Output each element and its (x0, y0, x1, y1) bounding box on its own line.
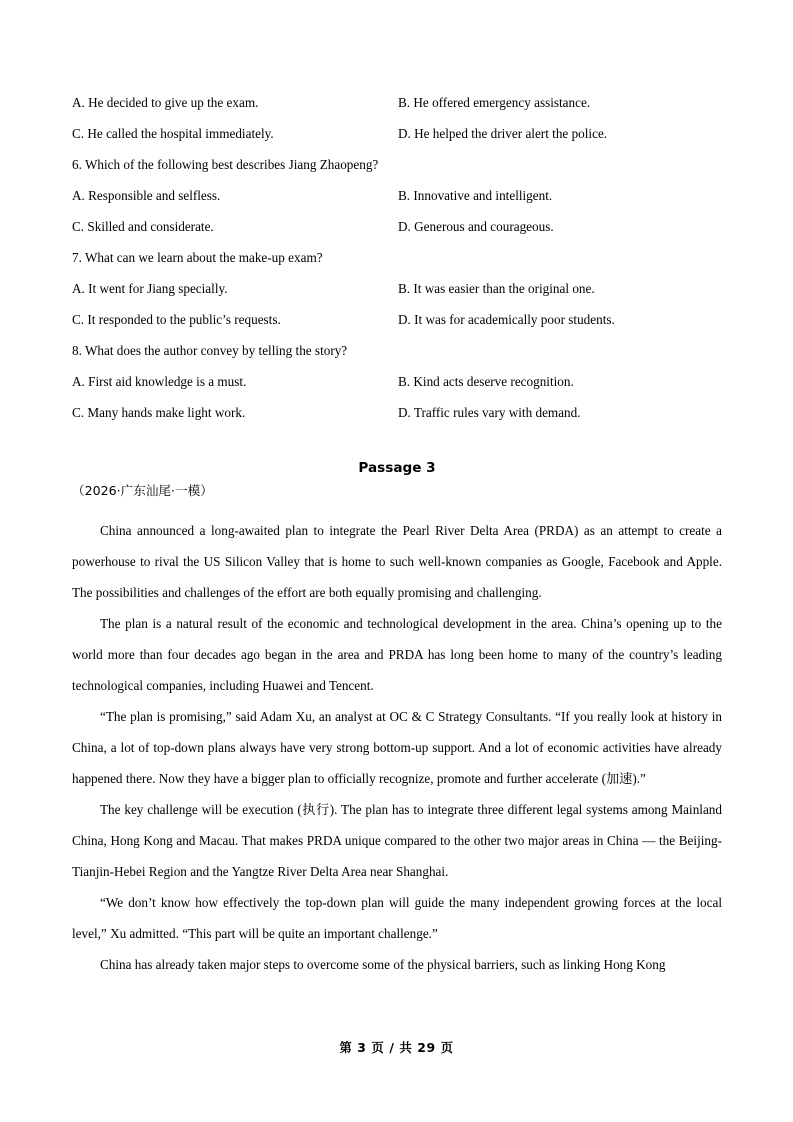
option-c[interactable] (72, 313, 398, 326)
option-row (72, 313, 722, 344)
question-block (72, 96, 722, 158)
option-label: A. (72, 188, 85, 203)
option-row (72, 127, 722, 158)
option-text: He decided to give up the exam. (88, 95, 259, 110)
option-text: He offered emergency assistance. (413, 95, 591, 110)
option-label: A. (72, 281, 85, 296)
option-label: D. (398, 126, 411, 141)
option-text: First aid knowledge is a must. (88, 374, 247, 389)
option-row (72, 282, 722, 313)
question-block (72, 158, 722, 251)
option-a[interactable] (72, 189, 398, 202)
option-b[interactable] (398, 375, 722, 388)
passage-paragraph: China has already taken major steps to overcome some of the physical barriers, such as linking Hong Kong (100, 957, 666, 972)
passage-paragraph: “We don’t know how effectively the top-down plan will guide the many independent growing forces at the local level,” Xu admitted. “This part will be quite an important challenge.” (72, 895, 722, 941)
option-d[interactable] (398, 220, 722, 233)
option-text: Innovative and intelligent. (413, 188, 553, 203)
option-text: Responsible and selfless. (88, 188, 221, 203)
option-label: B. (398, 95, 411, 110)
option-label: C. (72, 405, 85, 420)
option-row (72, 189, 722, 220)
question-stem: 6. Which of the following best describes Jiang Zhaopeng? (72, 157, 379, 172)
option-text: Traffic rules vary with demand. (413, 405, 581, 420)
question-block (72, 251, 722, 344)
option-label: D. (398, 405, 411, 420)
option-b[interactable] (398, 189, 722, 202)
option-d[interactable] (398, 127, 722, 140)
option-d[interactable] (398, 406, 722, 419)
option-c[interactable] (72, 127, 398, 140)
option-label: A. (72, 374, 85, 389)
passage-source: （2026·广东汕尾·一模） (72, 483, 213, 498)
page-footer: 第 3 页 / 共 29 页 (339, 1040, 454, 1055)
option-a[interactable] (72, 282, 398, 295)
option-label: A. (72, 95, 85, 110)
option-label: D. (398, 312, 411, 327)
option-label: B. (398, 281, 411, 296)
option-text: It was for academically poor students. (414, 312, 615, 327)
option-text: He called the hospital immediately. (87, 126, 274, 141)
option-text: It was easier than the original one. (413, 281, 595, 296)
passage-paragraph: “The plan is promising,” said Adam Xu, an analyst at OC & C Strategy Consultants. “If you really look at history in China, a lot of top-down plans always have very strong bottom-up support. And a lot of economic activities have already happened there. Now they have a bigger plan to officially recognize, promote and further accelerate (加速).” (72, 709, 722, 786)
option-text: He helped the driver alert the police. (414, 126, 608, 141)
option-label: C. (72, 219, 85, 234)
option-text: Skilled and considerate. (87, 219, 214, 234)
option-d[interactable] (398, 313, 722, 326)
option-text: Generous and courageous. (414, 219, 554, 234)
question-block (72, 344, 722, 437)
option-b[interactable] (398, 96, 722, 109)
option-b[interactable] (398, 282, 722, 295)
question-stem: 8. What does the author convey by telling the story? (72, 343, 348, 358)
option-label: B. (398, 188, 411, 203)
option-text: Many hands make light work. (87, 405, 246, 420)
option-a[interactable] (72, 375, 398, 388)
option-text: Kind acts deserve recognition. (413, 374, 574, 389)
passage-paragraph: China announced a long-awaited plan to integrate the Pearl River Delta Area (PRDA) as an attempt to create a powerhouse to rival the US Silicon Valley that is home to such well-known companies as Google, Facebook and Apple. The possibilities and challenges of the effort are both equally promising and challenging. (72, 523, 722, 600)
option-label: C. (72, 312, 85, 327)
option-c[interactable] (72, 220, 398, 233)
option-text: It responded to the public’s requests. (87, 312, 281, 327)
question-stem: 7. What can we learn about the make-up exam? (72, 250, 323, 265)
option-label: B. (398, 374, 411, 389)
option-text: It went for Jiang specially. (88, 281, 228, 296)
option-label: C. (72, 126, 85, 141)
option-row (72, 220, 722, 251)
option-row (72, 375, 722, 406)
passage-paragraph: The key challenge will be execution (执行). The plan has to integrate three different legal systems among Mainland China, Hong Kong and Macau. That makes PRDA unique compared to the other two major areas in China — the Beijing-Tianjin-Hebei Region and the Yangtze River Delta Area near Shanghai. (72, 802, 722, 879)
option-row (72, 96, 722, 127)
passage-paragraph: The plan is a natural result of the economic and technological development in the area. China’s opening up to the world more than four decades ago began in the area and PRDA has long been home to many of the country’s leading technological companies, including Huawei and Tencent. (72, 616, 722, 693)
passage-title: Passage 3 (358, 460, 436, 476)
option-label: D. (398, 219, 411, 234)
option-row (72, 406, 722, 437)
page-content (72, 96, 722, 980)
option-c[interactable] (72, 406, 398, 419)
option-a[interactable] (72, 96, 398, 109)
